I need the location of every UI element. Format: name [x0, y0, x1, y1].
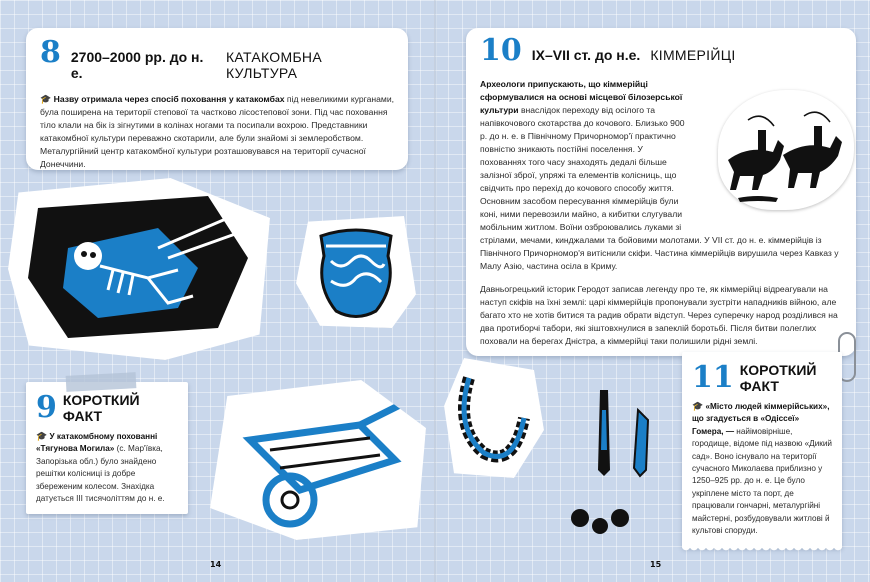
graduation-cap-icon: 🎓	[692, 401, 704, 411]
fact-9-text	[36, 430, 178, 505]
lead-text: Назву отримала через спосіб поховання у катакомбах	[53, 94, 285, 104]
pottery-illustration	[296, 216, 416, 328]
tape-decoration	[66, 372, 137, 392]
artifacts-illustration	[560, 380, 670, 550]
chariot-drawing	[210, 380, 426, 540]
lead-text: Археологи припускають, що кіммерійці сформувалися на основі місцевої білозерської культури	[480, 79, 683, 115]
section-10-heading	[480, 33, 842, 68]
section-title: КАТАКОМБНА КУЛЬТУРА	[225, 49, 322, 81]
lead-text: У катакомбному похованні «Тягунова Могила»	[36, 432, 158, 454]
fact-9-heading	[36, 392, 178, 424]
burial-drawing	[8, 178, 270, 360]
pot-drawing	[296, 216, 416, 328]
section-10-text-2: Давньогрецький історик Геродот записав легенду про те, як кіммерійці відреагували на наступ скіфів на їхні землі: царі кіммерійців пропонували зустріти нападників війною, але багато хто не хотів битися та радив обрати відступ. Через суперечку народ розділився на два протиборчі табори, які зіштовхнулися в запеклій боротьбі. Після битви полеглих поховали на берегах Дністра, а кіммерійці таки полишили рідні землі.	[480, 284, 838, 346]
horse-riders-illustration	[718, 90, 854, 210]
chariot-illustration	[210, 380, 426, 540]
section-10-text-1b: стрілами, мечами, кинджалами та бойовими молотами. У VII ст. до н. е. кіммерійців із Північного Причорномор'я витіснили скіфи. Частина кіммерійців вирушила через Кавказ у Малу Азію, частина осіла в Криму.	[480, 235, 839, 271]
graduation-cap-icon: 🎓	[36, 431, 48, 441]
book-spine	[434, 0, 437, 582]
section-number: 8	[40, 35, 61, 70]
fact-11-text	[692, 400, 832, 537]
body-text: (с. Мар'ївка, Запорізька обл.) було знайдено решітки колісниці із добре збереженим колесом. Знахідка датується ІІІ тисячоліттям до н. е.	[36, 444, 165, 504]
riders-drawing	[718, 90, 854, 210]
section-8-card	[26, 28, 408, 170]
section-8-text	[40, 93, 394, 171]
section-number: 10	[480, 33, 522, 68]
body-text: найімовірніше, городище, відоме під назвою «Дикий сад». Воно існувало на території сучасного Миколаєва приблизно у 1250–925 рр. до н. е. Це було укріплене місто та порт, де працювали гончарні, металургійні майстерні, розбудовували житлові й культові споруди.	[692, 426, 833, 536]
page-number-left: 14	[210, 560, 222, 569]
section-10-card	[466, 28, 856, 356]
lead-text: «Місто людей кіммерійських», що згадується в «Одіссеї» Гомера, —	[692, 402, 830, 436]
short-fact-11-card	[682, 352, 842, 548]
section-8-heading	[40, 35, 394, 81]
fact-title: КОРОТКИЙ ФАКТ	[739, 362, 817, 394]
section-date: 2700–2000 рр. до н. е.	[70, 49, 204, 81]
section-10-text-1	[480, 78, 690, 234]
skeleton-burial-illustration	[8, 178, 270, 360]
page-number-right: 15	[650, 560, 662, 569]
fact-number: 11	[692, 360, 734, 395]
horse-bit-drawing	[444, 358, 544, 478]
section-title: КІММЕРІЙЦІ	[650, 47, 736, 63]
fact-title: КОРОТКИЙ ФАКТ	[62, 392, 140, 424]
section-date: IX–VII ст. до н.е.	[531, 47, 641, 63]
graduation-cap-icon: 🎓	[40, 94, 52, 104]
body-text: під невеликими курганами, була поширена на території степової та частково лісостепової зони. Під час поховання тіло клали на бік із зігнутими в колінах ногами та посипали вохрою. Представники катакомбної культури переважно скотарили, але були знайомі зі землеробством. Металургійний центр катакомбної культури розташовувався на території сучасної Донеччини.	[40, 94, 395, 169]
body-text: внаслідок переходу від осілого та напівкочового скотарства до кочового. Близько 900 р. до н. е. в Північному Причорномор'ї практично повністю зникають постійні поселення. У похованнях того часу знаходять дедалі більше залізної зброї, упряжі та елементів колісниць, що свідчить про перехід до кочового способу життя. Основним засобом пересування кіммерійців були коні, ними перевозили майно, а кибитки слугували мобільним житлом. Воїни озброювались луками зі	[480, 105, 685, 232]
fact-11-heading	[692, 362, 832, 394]
horse-bit-illustration	[444, 358, 544, 478]
fact-number: 9	[36, 390, 57, 425]
short-fact-9-card	[26, 382, 188, 514]
